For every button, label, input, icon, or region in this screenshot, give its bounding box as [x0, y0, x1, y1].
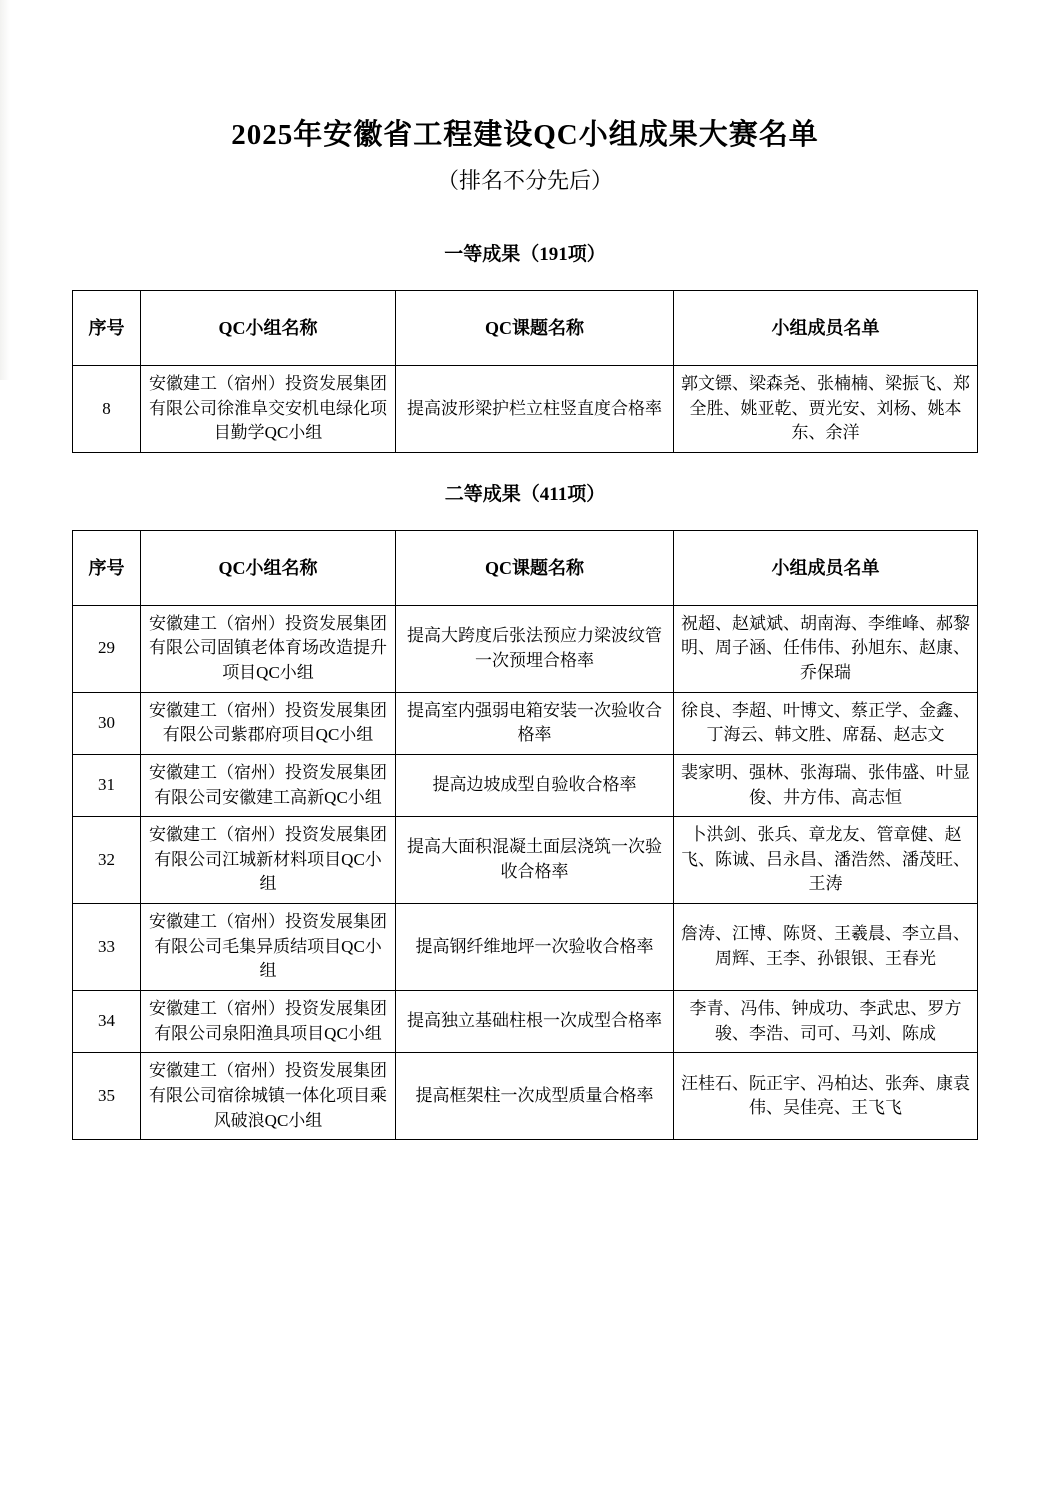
- table-row: [73, 692, 978, 754]
- page-title: 2025年安徽省工程建设QC小组成果大赛名单: [231, 119, 819, 151]
- column-header-group-name: QC小组名称: [141, 291, 396, 366]
- column-header-members: 小组成员名单: [674, 291, 978, 366]
- cell-topic-name: 提高大面积混凝土面层浇筑一次验收合格率: [396, 817, 674, 904]
- column-header-members: 小组成员名单: [674, 530, 978, 605]
- cell-no: 33: [73, 904, 141, 991]
- cell-group-name: 安徽建工（宿州）投资发展集团有限公司固镇老体育场改造提升项目QC小组: [141, 605, 396, 692]
- cell-no: 30: [73, 692, 141, 754]
- table-row: [73, 366, 978, 453]
- section-heading-first-prize: 一等成果（191项）: [444, 244, 606, 266]
- cell-no: 32: [73, 817, 141, 904]
- cell-topic-name: 提高独立基础柱根一次成型合格率: [396, 991, 674, 1053]
- cell-members: 徐良、李超、叶博文、蔡正学、金鑫、丁海云、韩文胜、席磊、赵志文: [674, 692, 978, 754]
- page-subtitle: （排名不分先后）: [436, 167, 613, 193]
- cell-no: 31: [73, 754, 141, 816]
- table-row: [73, 754, 978, 816]
- cell-group-name: 安徽建工（宿州）投资发展集团有限公司宿徐城镇一体化项目乘风破浪QC小组: [141, 1053, 396, 1140]
- cell-no: 8: [73, 366, 141, 453]
- table-row: [73, 1053, 978, 1140]
- cell-members: 卜洪剑、张兵、章龙友、管章健、赵飞、陈诚、吕永昌、潘浩然、潘茂旺、王涛: [674, 817, 978, 904]
- table-row: [73, 605, 978, 692]
- column-header-no: 序号: [73, 291, 141, 366]
- cell-group-name: 安徽建工（宿州）投资发展集团有限公司泉阳渔具项目QC小组: [141, 991, 396, 1053]
- second-prize-table: [72, 530, 978, 1141]
- column-header-topic-name: QC课题名称: [396, 530, 674, 605]
- column-header-group-name: QC小组名称: [141, 530, 396, 605]
- table-row: [73, 991, 978, 1053]
- cell-topic-name: 提高框架柱一次成型质量合格率: [396, 1053, 674, 1140]
- table-header-row: [73, 530, 978, 605]
- table-row: [73, 904, 978, 991]
- table-row: [73, 817, 978, 904]
- cell-no: 29: [73, 605, 141, 692]
- cell-topic-name: 提高边坡成型自验收合格率: [396, 754, 674, 816]
- cell-members: 裴家明、强林、张海瑞、张伟盛、叶显俊、井方伟、高志恒: [674, 754, 978, 816]
- cell-members: 祝超、赵斌斌、胡南海、李维峰、郝黎明、周子涵、任伟伟、孙旭东、赵康、乔保瑞: [674, 605, 978, 692]
- cell-group-name: 安徽建工（宿州）投资发展集团有限公司徐淮阜交安机电绿化项目勤学QC小组: [141, 366, 396, 453]
- cell-members: 李青、冯伟、钟成功、李武忠、罗方骏、李浩、司可、马刘、陈成: [674, 991, 978, 1053]
- first-prize-table: [72, 290, 978, 453]
- cell-members: 郭文镖、梁森尧、张楠楠、梁振飞、郑全胜、姚亚乾、贾光安、刘杨、姚本东、余洋: [674, 366, 978, 453]
- cell-group-name: 安徽建工（宿州）投资发展集团有限公司江城新材料项目QC小组: [141, 817, 396, 904]
- column-header-no: 序号: [73, 530, 141, 605]
- section-heading-second-prize: 二等成果（411项）: [444, 484, 606, 505]
- column-header-topic-name: QC课题名称: [396, 291, 674, 366]
- cell-topic-name: 提高室内强弱电箱安装一次验收合格率: [396, 692, 674, 754]
- cell-no: 34: [73, 991, 141, 1053]
- cell-group-name: 安徽建工（宿州）投资发展集团有限公司安徽建工高新QC小组: [141, 754, 396, 816]
- cell-topic-name: 提高钢纤维地坪一次验收合格率: [396, 904, 674, 991]
- cell-topic-name: 提高波形梁护栏立柱竖直度合格率: [396, 366, 674, 453]
- cell-members: 詹涛、江博、陈贤、王羲晨、李立昌、周辉、王李、孙银银、王春光: [674, 904, 978, 991]
- cell-members: 汪桂石、阮正宇、冯柏达、张奔、康袁伟、吴佳亮、王飞飞: [674, 1053, 978, 1140]
- cell-topic-name: 提高大跨度后张法预应力梁波纹管一次预埋合格率: [396, 605, 674, 692]
- scan-edge-artifact: [0, 0, 10, 380]
- cell-group-name: 安徽建工（宿州）投资发展集团有限公司紫郡府项目QC小组: [141, 692, 396, 754]
- table-header-row: [73, 291, 978, 366]
- cell-no: 35: [73, 1053, 141, 1140]
- cell-group-name: 安徽建工（宿州）投资发展集团有限公司毛集异质结项目QC小组: [141, 904, 396, 991]
